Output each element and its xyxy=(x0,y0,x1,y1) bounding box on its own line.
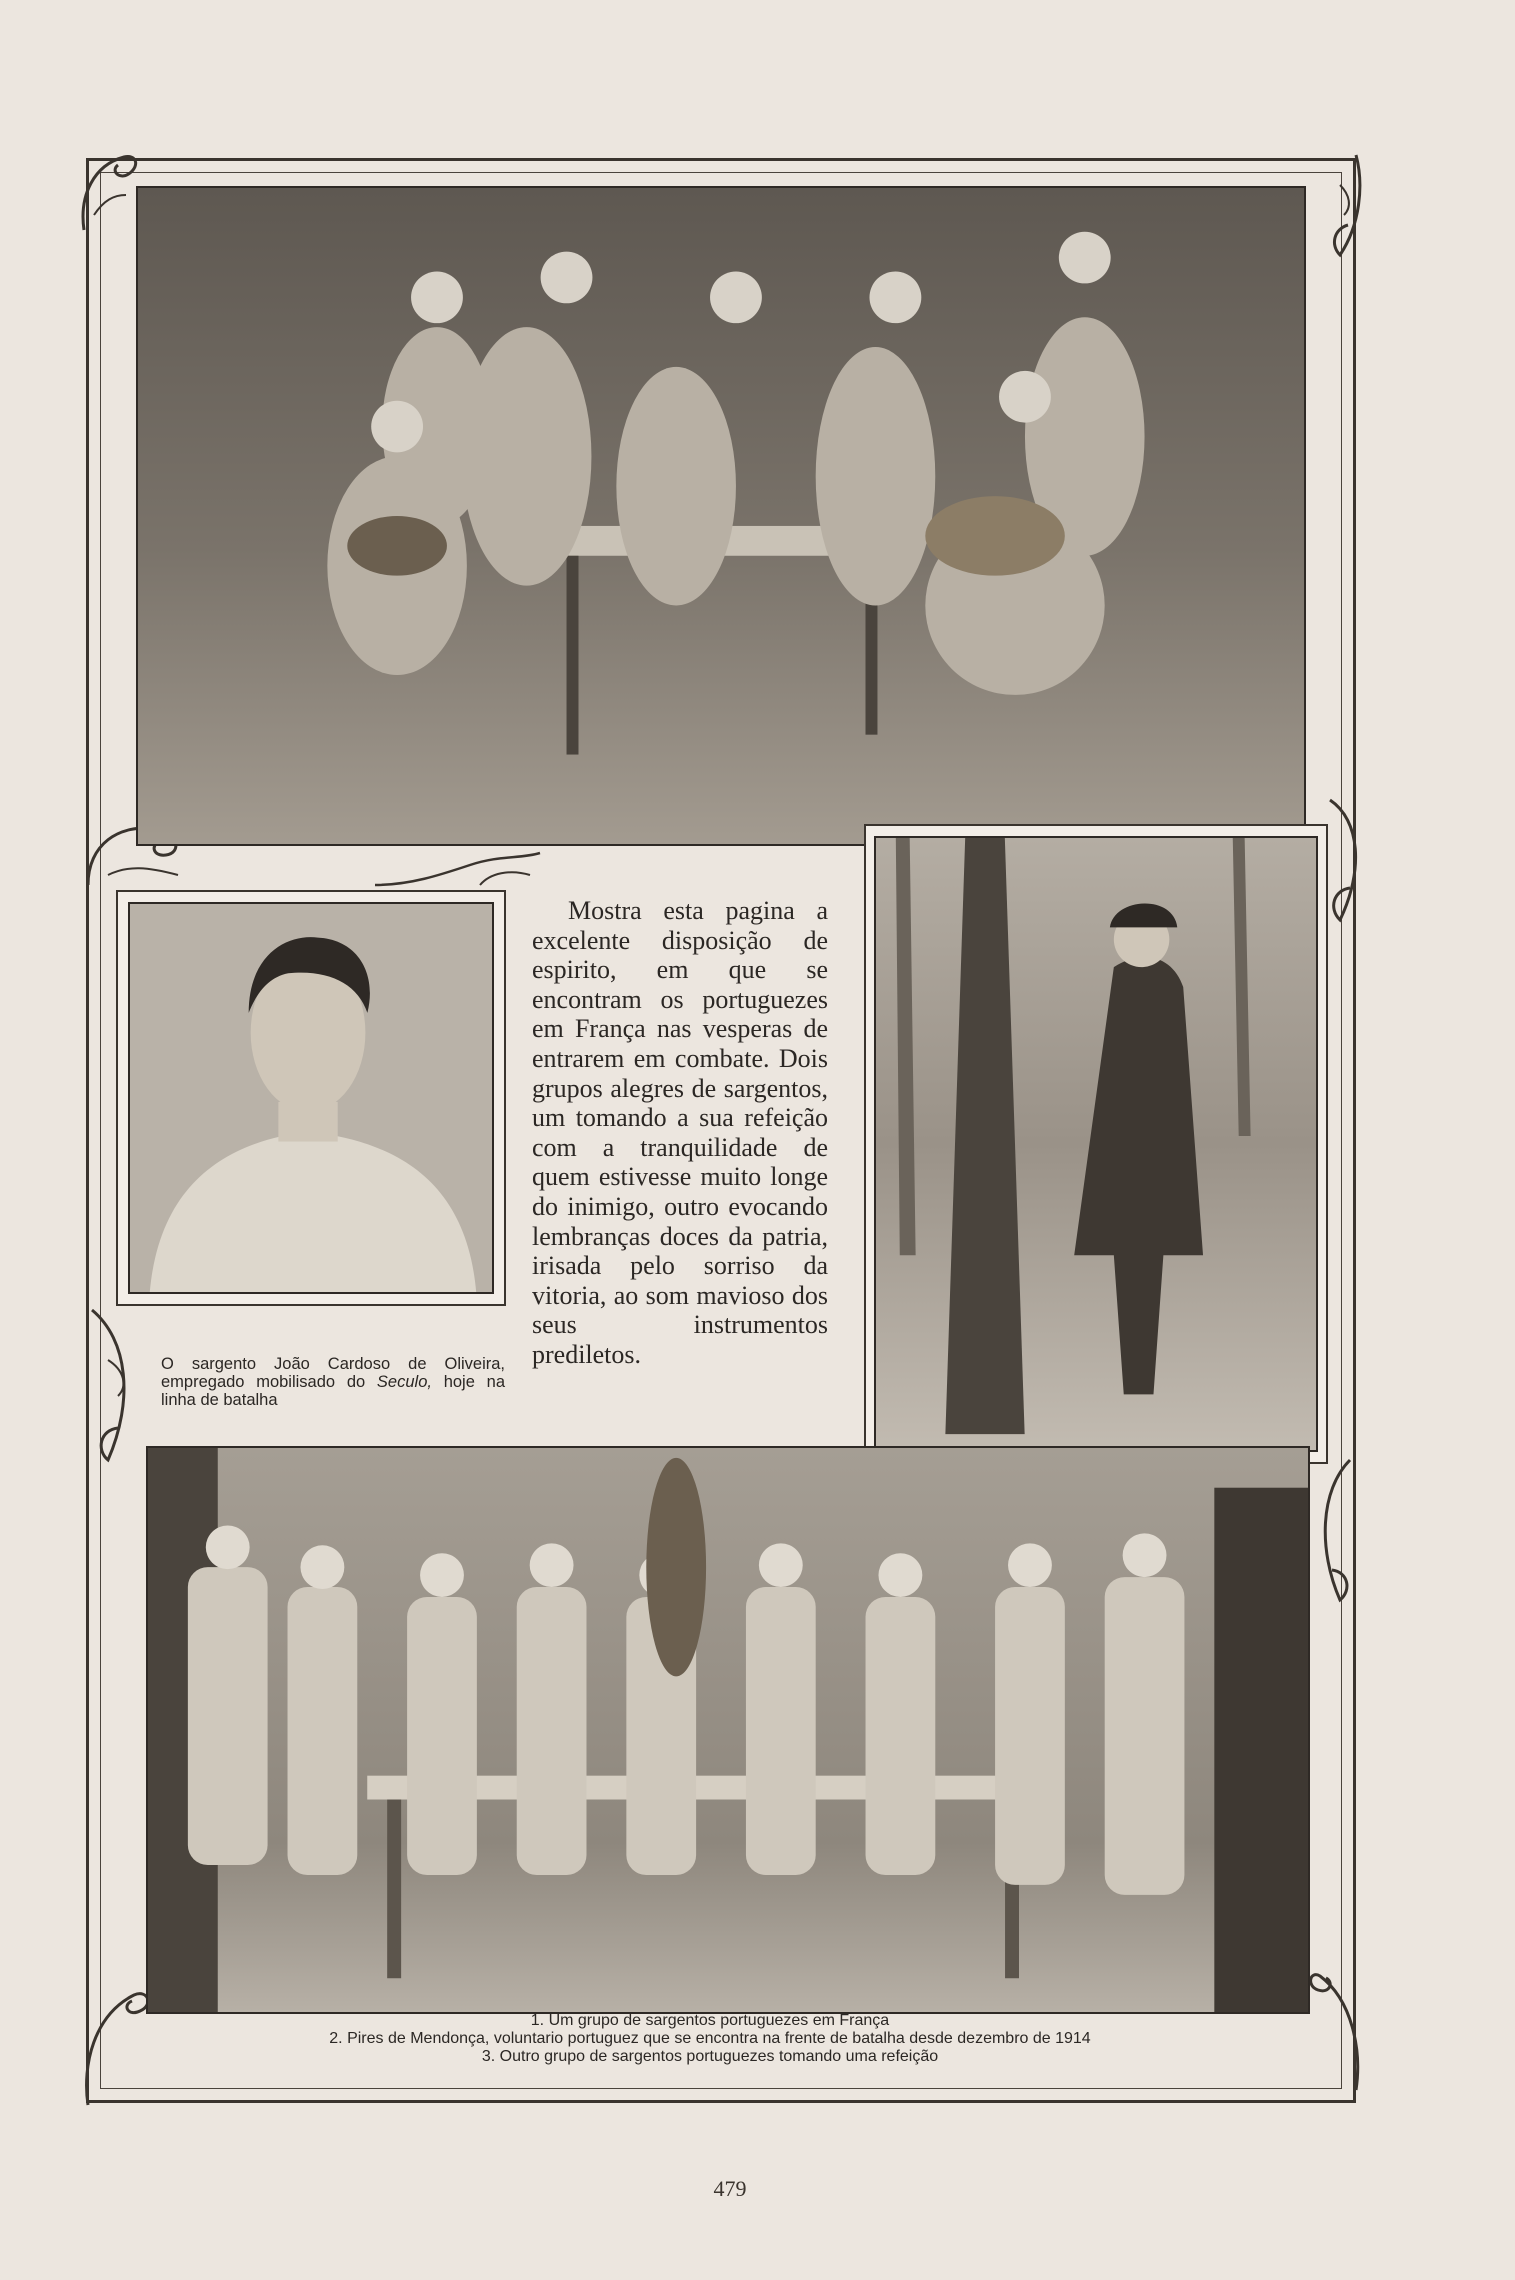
corner-ornament-bottom-right xyxy=(1300,1960,1370,2100)
photo-portrait-joao-cardoso xyxy=(128,902,494,1294)
caption-2: 2. Pires de Mendonça, voluntario portuguez que se encontra na frente de batalha desde dezembro de 1914 xyxy=(329,2030,1091,2047)
side-ornament-left-lower xyxy=(78,1300,158,1470)
photo-sergeants-with-instruments xyxy=(136,186,1306,846)
side-ornament-right-lower xyxy=(1310,1450,1370,1610)
page-number: 479 xyxy=(713,2176,747,2201)
photo-3-image xyxy=(876,838,1316,1450)
portrait-caption xyxy=(161,1355,505,1409)
photo-pires-de-mendonca xyxy=(874,836,1318,1452)
photo-1-image xyxy=(138,188,1304,844)
corner-ornament-top-right xyxy=(1300,145,1370,265)
portrait-caption-text-end: hoje na linha de batalha xyxy=(161,1373,505,1409)
portrait-caption-text: O sargento João Cardoso de Oliveira, empregado mobilisado do xyxy=(161,1355,505,1391)
flourish-ornament-center xyxy=(370,845,550,895)
corner-ornament-top-left xyxy=(74,145,144,235)
photo-sergeants-meal xyxy=(146,1446,1310,2014)
photo-4-image xyxy=(148,1448,1308,2012)
portrait-caption-publication: Seculo, xyxy=(376,1373,432,1391)
photo-2-image xyxy=(130,904,492,1292)
article-text: Mostra esta pagina a excelente disposição de espirito, em que se encontram os portuguezes em França nas vesperas de entrarem em combate. Dois grupos alegres de sargentos, um tomando a sua refeição com a tranquilidade de quem estivesse muito longe do inimigo, outro evocando lembranças doces da patria, irisada pelo sorriso da vitoria, ao som mavioso dos seus instrumentos prediletos. xyxy=(532,896,828,1369)
caption-3: 3. Outro grupo de sargentos portuguezes tomando uma refeição xyxy=(481,2048,939,2065)
caption-1: 1. Um grupo de sargentos portuguezes em França xyxy=(530,2012,890,2029)
photo-captions xyxy=(120,2012,1300,2066)
